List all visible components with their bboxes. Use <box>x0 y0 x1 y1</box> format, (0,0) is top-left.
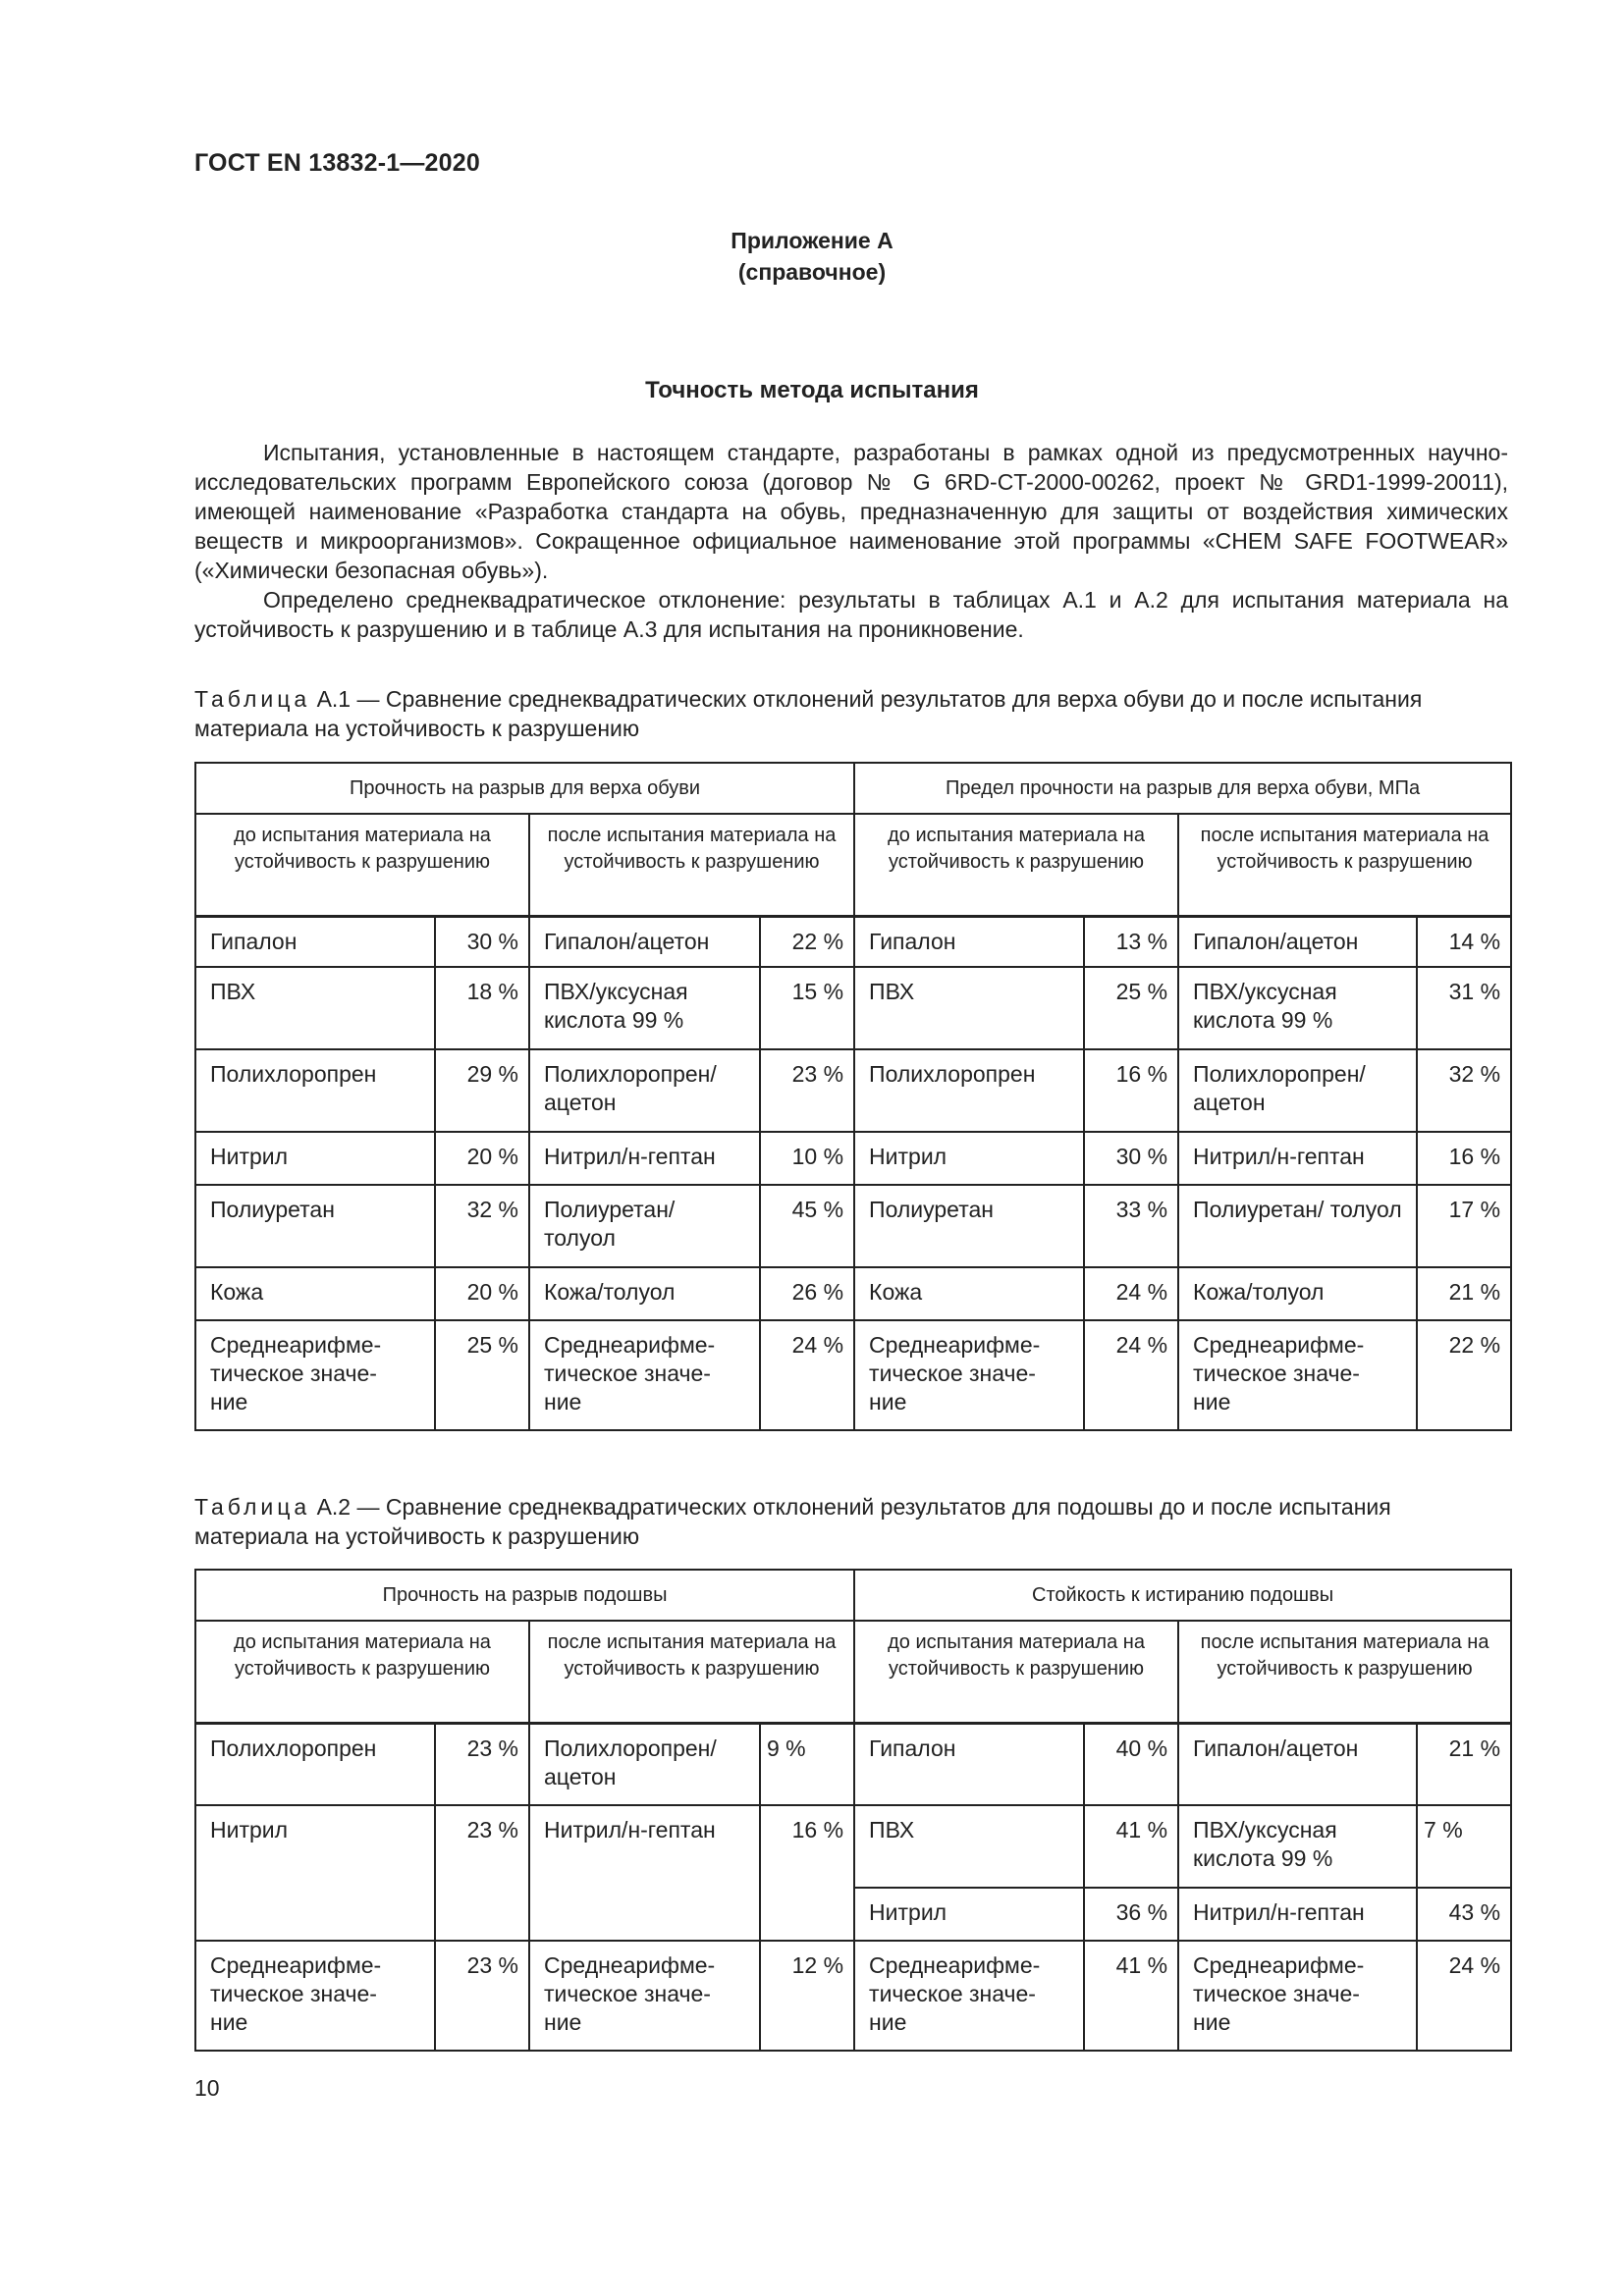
table-cell: Кожа/толуол <box>529 1267 760 1320</box>
table1-sub-header: после испытания материала на устойчивость к разрушению <box>529 814 854 916</box>
table-cell: Среднеарифме- тическое значе- ние <box>195 1320 435 1430</box>
table-cell: 30 % <box>435 916 529 967</box>
annex-subtitle: (справочное) <box>737 259 887 285</box>
table-cell: Нитрил <box>195 1132 435 1185</box>
table-cell: Полиуретан/ толуол <box>1178 1185 1417 1267</box>
table-cell: Среднеарифме- тическое значе- ние <box>529 1941 760 2051</box>
table-cell: Полихлоропрен/ ацетон <box>529 1049 760 1132</box>
table-cell: 45 % <box>760 1185 854 1267</box>
table-cell: 23 % <box>435 1941 529 2051</box>
table-cell: Среднеарифме- тическое значе- ние <box>1178 1941 1417 2051</box>
table-cell: Кожа/толуол <box>1178 1267 1417 1320</box>
table-cell: ПВХ <box>854 1805 1084 1888</box>
table-cell: ПВХ/уксусная кислота 99 % <box>529 967 760 1049</box>
table2-sub-header: после испытания материала на устойчивость к разрушению <box>1178 1621 1511 1723</box>
table2-caption-text: А.2 — Сравнение среднеквадратических отклонений результатов для подошвы до и после испытания материала на устойчивость к разрушению <box>194 1494 1391 1549</box>
table-cell: Кожа <box>854 1267 1084 1320</box>
table-cell: 13 % <box>1084 916 1178 967</box>
table-cell: Нитрил <box>195 1805 435 1941</box>
table-cell: 17 % <box>1417 1185 1511 1267</box>
table-cell: 40 % <box>1084 1723 1178 1805</box>
table-cell: 24 % <box>1084 1320 1178 1430</box>
table-cell: 33 % <box>1084 1185 1178 1267</box>
table-cell: 22 % <box>1417 1320 1511 1430</box>
table-cell: Кожа <box>195 1267 435 1320</box>
table-cell: ПВХ/уксусная кислота 99 % <box>1178 967 1417 1049</box>
table2-group-header: Стойкость к истиранию подошвы <box>854 1570 1511 1621</box>
table-cell: 26 % <box>760 1267 854 1320</box>
table-cell: ПВХ <box>854 967 1084 1049</box>
table-cell: Среднеарифме- тическое значе- ние <box>854 1941 1084 2051</box>
table-cell: 12 % <box>760 1941 854 2051</box>
table-cell: Полиуретан <box>854 1185 1084 1267</box>
page-number: 10 <box>194 2075 220 2101</box>
annex-title: Приложение А <box>731 228 893 253</box>
table-cell: Нитрил <box>854 1888 1084 1941</box>
table-cell: 24 % <box>1084 1267 1178 1320</box>
table-cell: 16 % <box>760 1805 854 1941</box>
table-cell: 24 % <box>1417 1941 1511 2051</box>
table1-caption-text: А.1 — Сравнение среднеквадратических отклонений результатов для верха обуви до и после испытания материала на устойчивость к разрушению <box>194 686 1423 741</box>
table-cell: Гипалон/ацетон <box>529 916 760 967</box>
table-cell: Полиуретан <box>195 1185 435 1267</box>
table-row <box>195 1049 1511 1132</box>
table-cell: 20 % <box>435 1132 529 1185</box>
table-cell: 21 % <box>1417 1723 1511 1805</box>
table-cell: 14 % <box>1417 916 1511 967</box>
table-cell: 18 % <box>435 967 529 1049</box>
table2-caption-label: Таблица <box>194 1494 311 1520</box>
paragraph-1: Испытания, установленные в настоящем стандарте, разработаны в рамках одной из предусмотренных научно-исследовательских программ Европейского союза (договор № G 6RD-CT-2000-00262, проект № GRD1-1999-20011), имеющей наименование «Разработка стандарта на обувь, предназначенную для защиты от воздействия химических веществ и микроорганизмов». Сокращенное официальное наименование этой программы «CHEM SAFE FOOTWEAR» («Химически безопасная обувь»). <box>194 440 1508 583</box>
table2-caption <box>194 1492 1508 1551</box>
table-cell: Полихлоропрен/ ацетон <box>529 1723 760 1805</box>
table-cell: Гипалон/ацетон <box>1178 1723 1417 1805</box>
table1-caption-label: Таблица <box>194 686 311 712</box>
table-cell: Нитрил/н-гептан <box>1178 1132 1417 1185</box>
table-cell: 15 % <box>760 967 854 1049</box>
table2-sub-header: до испытания материала на устойчивость к разрушению <box>854 1621 1178 1723</box>
table-row <box>195 1132 1511 1185</box>
table-cell: Полихлоропрен <box>195 1049 435 1132</box>
table-cell: Нитрил <box>854 1132 1084 1185</box>
table1-sub-header: до испытания материала на устойчивость к разрушению <box>195 814 529 916</box>
table-cell: 23 % <box>435 1723 529 1805</box>
table-cell: 41 % <box>1084 1805 1178 1888</box>
table-cell: 30 % <box>1084 1132 1178 1185</box>
table-cell: 10 % <box>760 1132 854 1185</box>
table-cell: Гипалон <box>854 916 1084 967</box>
table-row <box>195 916 1511 967</box>
table2-group-header: Прочность на разрыв подошвы <box>195 1570 854 1621</box>
table-a2 <box>194 1569 1512 2052</box>
table2-sub-header: до испытания материала на устойчивость к разрушению <box>195 1621 529 1723</box>
table-cell: Среднеарифме- тическое значе- ние <box>854 1320 1084 1430</box>
table1-sub-header: после испытания материала на устойчивость к разрушению <box>1178 814 1511 916</box>
table-cell: Среднеарифме- тическое значе- ние <box>529 1320 760 1430</box>
table-cell: Среднеарифме- тическое значе- ние <box>1178 1320 1417 1430</box>
section-title: Точность метода испытания <box>645 377 979 403</box>
table-cell: 7 % <box>1417 1805 1511 1888</box>
document-code: ГОСТ EN 13832-1—2020 <box>194 149 480 177</box>
table-cell: 29 % <box>435 1049 529 1132</box>
table1-group-header: Прочность на разрыв для верха обуви <box>195 763 854 814</box>
table-cell: Полихлоропрен <box>854 1049 1084 1132</box>
table-cell: 20 % <box>435 1267 529 1320</box>
table-cell: 16 % <box>1417 1132 1511 1185</box>
table-cell: 23 % <box>760 1049 854 1132</box>
table1-sub-header: до испытания материала на устойчивость к разрушению <box>854 814 1178 916</box>
table-row <box>195 1185 1511 1267</box>
table-cell: 23 % <box>435 1805 529 1941</box>
table-row <box>195 967 1511 1049</box>
table-cell: Нитрил/н-гептан <box>1178 1888 1417 1941</box>
table-a1 <box>194 762 1512 1431</box>
table-cell: ПВХ/уксусная кислота 99 % <box>1178 1805 1417 1888</box>
table-cell: Гипалон <box>195 916 435 967</box>
table-cell: Гипалон <box>854 1723 1084 1805</box>
table-cell: Нитрил/н-гептан <box>529 1805 760 1941</box>
table2-sub-header: после испытания материала на устойчивость к разрушению <box>529 1621 854 1723</box>
table-cell: 43 % <box>1417 1888 1511 1941</box>
table1-caption <box>194 684 1508 743</box>
table-cell: Полихлоропрен/ ацетон <box>1178 1049 1417 1132</box>
table-cell: Среднеарифме- тическое значе- ние <box>195 1941 435 2051</box>
table-cell: 21 % <box>1417 1267 1511 1320</box>
paragraph-2: Определено среднеквадратическое отклонение: результаты в таблицах А.1 и А.2 для испытания материала на устойчивость к разрушению и в таблице А.3 для испытания на проникновение. <box>194 587 1508 642</box>
table-cell: Полиуретан/ толуол <box>529 1185 760 1267</box>
table-cell: Полихлоропрен <box>195 1723 435 1805</box>
table-cell: Гипалон/ацетон <box>1178 916 1417 967</box>
table-cell: ПВХ <box>195 967 435 1049</box>
table-row <box>195 1805 1511 1888</box>
table-row <box>195 1320 1511 1430</box>
table-cell: 32 % <box>1417 1049 1511 1132</box>
table-row <box>195 1941 1511 2051</box>
table-cell: 32 % <box>435 1185 529 1267</box>
table-cell: 25 % <box>435 1320 529 1430</box>
table-cell: 9 % <box>760 1723 854 1805</box>
table-row <box>195 1267 1511 1320</box>
table-cell: 31 % <box>1417 967 1511 1049</box>
table-cell: 22 % <box>760 916 854 967</box>
table1-group-header: Предел прочности на разрыв для верха обуви, МПа <box>854 763 1511 814</box>
table-cell: 24 % <box>760 1320 854 1430</box>
table-cell: Нитрил/н-гептан <box>529 1132 760 1185</box>
table-row <box>195 1723 1511 1805</box>
table-cell: 25 % <box>1084 967 1178 1049</box>
table-cell: 36 % <box>1084 1888 1178 1941</box>
table-cell: 41 % <box>1084 1941 1178 2051</box>
table-cell: 16 % <box>1084 1049 1178 1132</box>
body-text <box>194 438 1508 644</box>
